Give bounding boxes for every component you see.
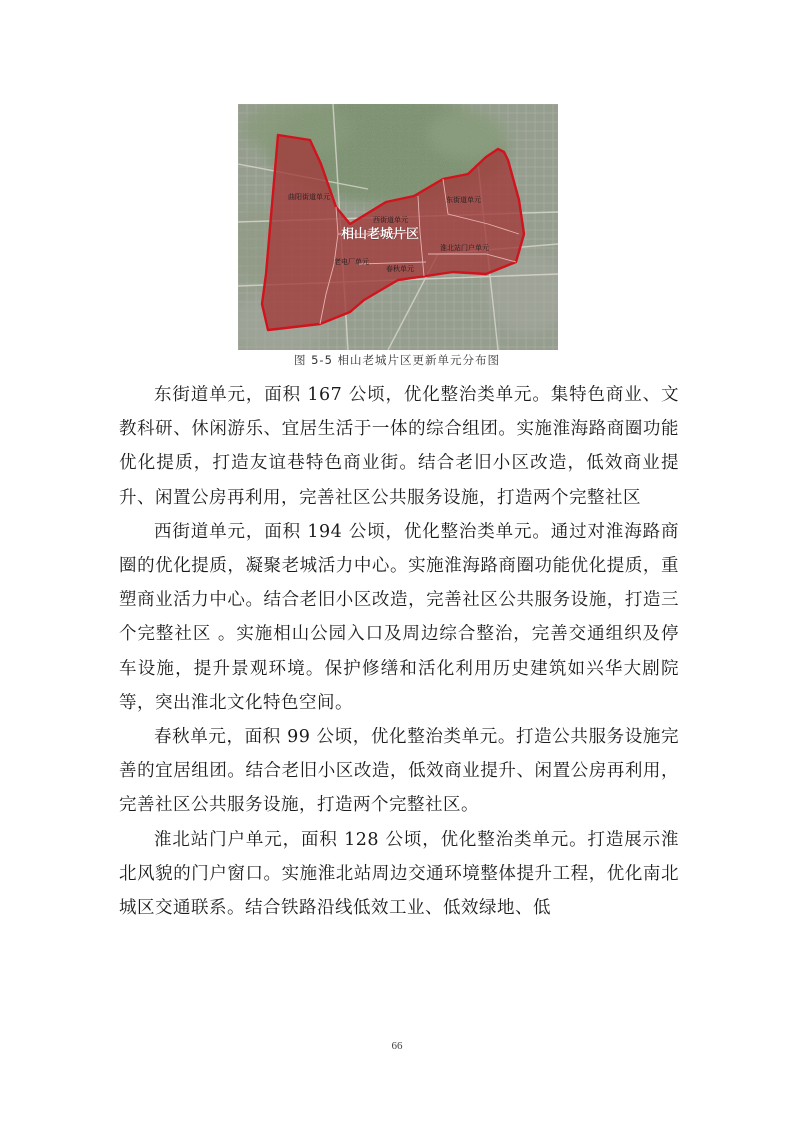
unit-label-chunqiu: 春秋单元 [386, 265, 414, 273]
unit-label-dongjie: 东街道单元 [446, 196, 481, 204]
unit-label-huaibeizhan: 淮北站门户单元 [440, 244, 489, 252]
page-number: 66 [391, 1040, 403, 1052]
body-text [119, 378, 679, 925]
unit-label-laodianchang: 老电厂单元 [334, 258, 369, 266]
figure-caption: 图 5-5 相山老城片区更新单元分布图 [293, 353, 501, 367]
district-label: 相山老城片区 [341, 227, 420, 242]
paragraph-chunqiu: 春秋单元，面积 99 公顷，优化整治类单元。打造公共服务设施完善的宜居组团。结合老旧小区改造，低效商业提升、闲置公房再利用，完善社区公共服务设施，打造两个完整社区。 [119, 727, 679, 816]
paragraph-dongjie: 东街道单元，面积 167 公顷，优化整治类单元。集特色商业、文教科研、休闲游乐、宜居生活于一体的综合组团。实施淮海路商圈功能优化提质，打造友谊巷特色商业街。结合老旧小区改造，低效商业提升、闲置公房再利用，完善社区公共服务设施，打造两个完整社区 [119, 385, 679, 508]
unit-label-quyang: 曲阳街道单元 [288, 193, 330, 201]
paragraph-huaibeizhan: 淮北站门户单元，面积 128 公顷，优化整治类单元。打造展示淮北风貌的门户窗口。实施淮北站周边交通环境整体提升工程，优化南北城区交通联系。结合铁路沿线低效工业、低效绿地、低 [119, 829, 679, 919]
update-unit-map [238, 104, 558, 350]
map-figure [238, 104, 558, 350]
paragraph-xijie: 西街道单元，面积 194 公顷，优化整治类单元。通过对淮海路商圈的优化提质，凝聚老城活力中心。实施淮海路商圈功能优化提质，重塑商业活力中心。结合老旧小区改造，完善社区公共服务设施，打造三个完整社区 。实施相山公园入口及周边综合整治，完善交通组织及停车设施，提升景观环境。保护修缮和活化利用历史建筑如兴华大剧院等，突出淮北文化特色空间。 [119, 521, 679, 713]
unit-label-xijie: 西街道单元 [373, 216, 408, 224]
